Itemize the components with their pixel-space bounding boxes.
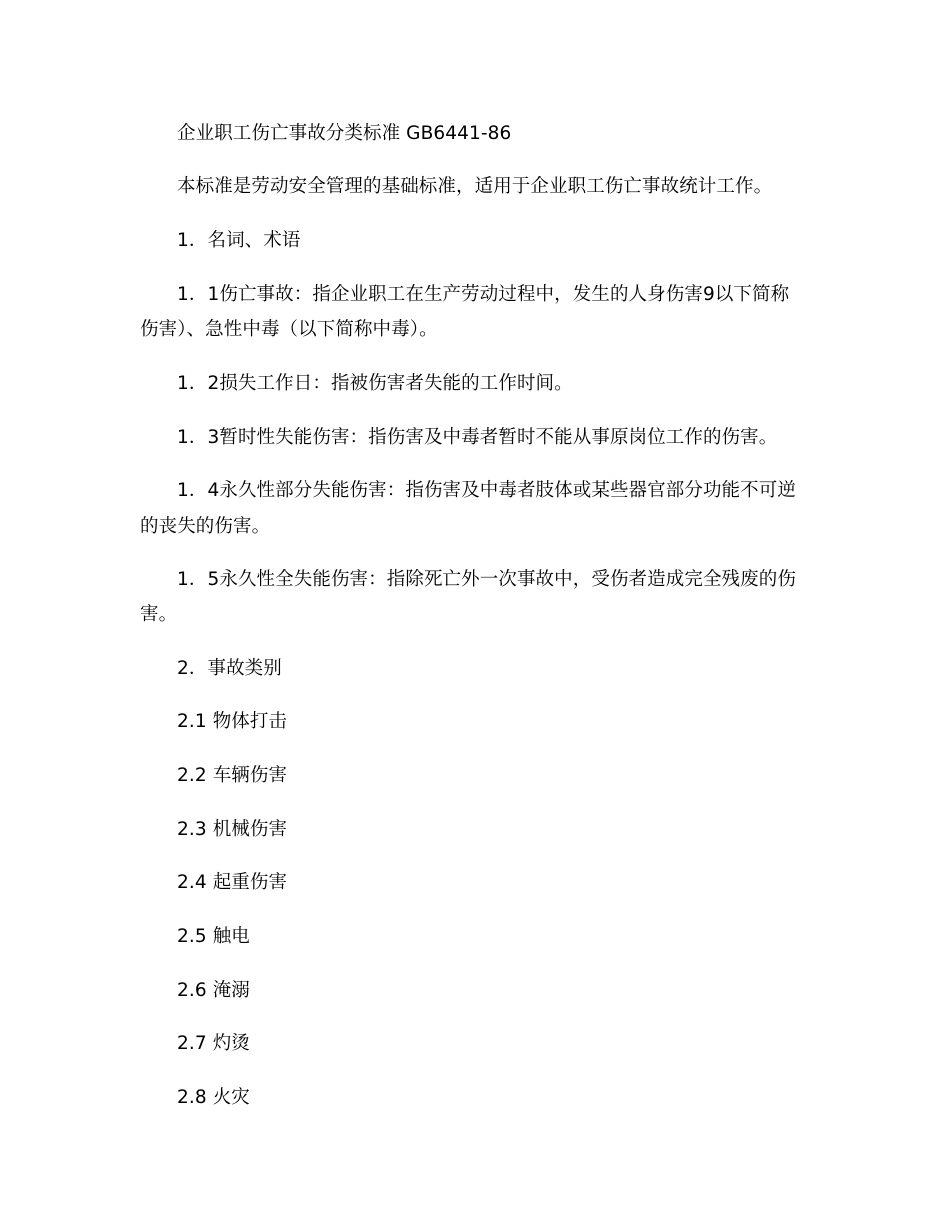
intro-paragraph: 本标准是劳动安全管理的基础标准，适用于企业职工伤亡事故统计工作。 bbox=[177, 176, 773, 197]
definition-1-3: 1．3暂时性失能伤害：指伤害及中毒者暂时不能从事原岗位工作的伤害。 bbox=[177, 427, 778, 448]
definition-1-5-line-1: 1．5永久性全失能伤害：指除死亡外一次事故中，受伤者造成完全残废的伤 bbox=[177, 569, 796, 590]
category-item: 2.8 火灾 bbox=[177, 1087, 250, 1108]
category-item: 2.4 起重伤害 bbox=[177, 872, 288, 893]
document-title: 企业职工伤亡事故分类标准 GB6441-86 bbox=[177, 123, 512, 144]
definition-1-4-line-2: 的丧失的伤害。 bbox=[140, 516, 271, 537]
category-item: 2.5 触电 bbox=[177, 926, 250, 947]
category-item: 2.6 淹溺 bbox=[177, 980, 250, 1001]
definition-1-4-line-1: 1．4永久性部分失能伤害：指伤害及中毒者肢体或某些器官部分功能不可逆 bbox=[177, 480, 796, 501]
definition-1-5-line-2: 害。 bbox=[140, 604, 178, 625]
definition-1-1-line-1: 1．1伤亡事故：指企业职工在生产劳动过程中，发生的人身伤害9以下简称 bbox=[177, 284, 790, 305]
section-1-heading: 1．名词、术语 bbox=[177, 230, 301, 251]
category-item: 2.7 灼烫 bbox=[177, 1033, 250, 1054]
category-item: 2.1 物体打击 bbox=[177, 711, 288, 732]
category-item: 2.2 车辆伤害 bbox=[177, 765, 288, 786]
definition-1-1-line-2: 伤害）、急性中毒（以下简称中毒）。 bbox=[140, 319, 438, 340]
category-item: 2.3 机械伤害 bbox=[177, 819, 288, 840]
section-2-heading: 2．事故类别 bbox=[177, 658, 282, 679]
definition-1-2: 1．2损失工作日：指被伤害者失能的工作时间。 bbox=[177, 373, 573, 394]
